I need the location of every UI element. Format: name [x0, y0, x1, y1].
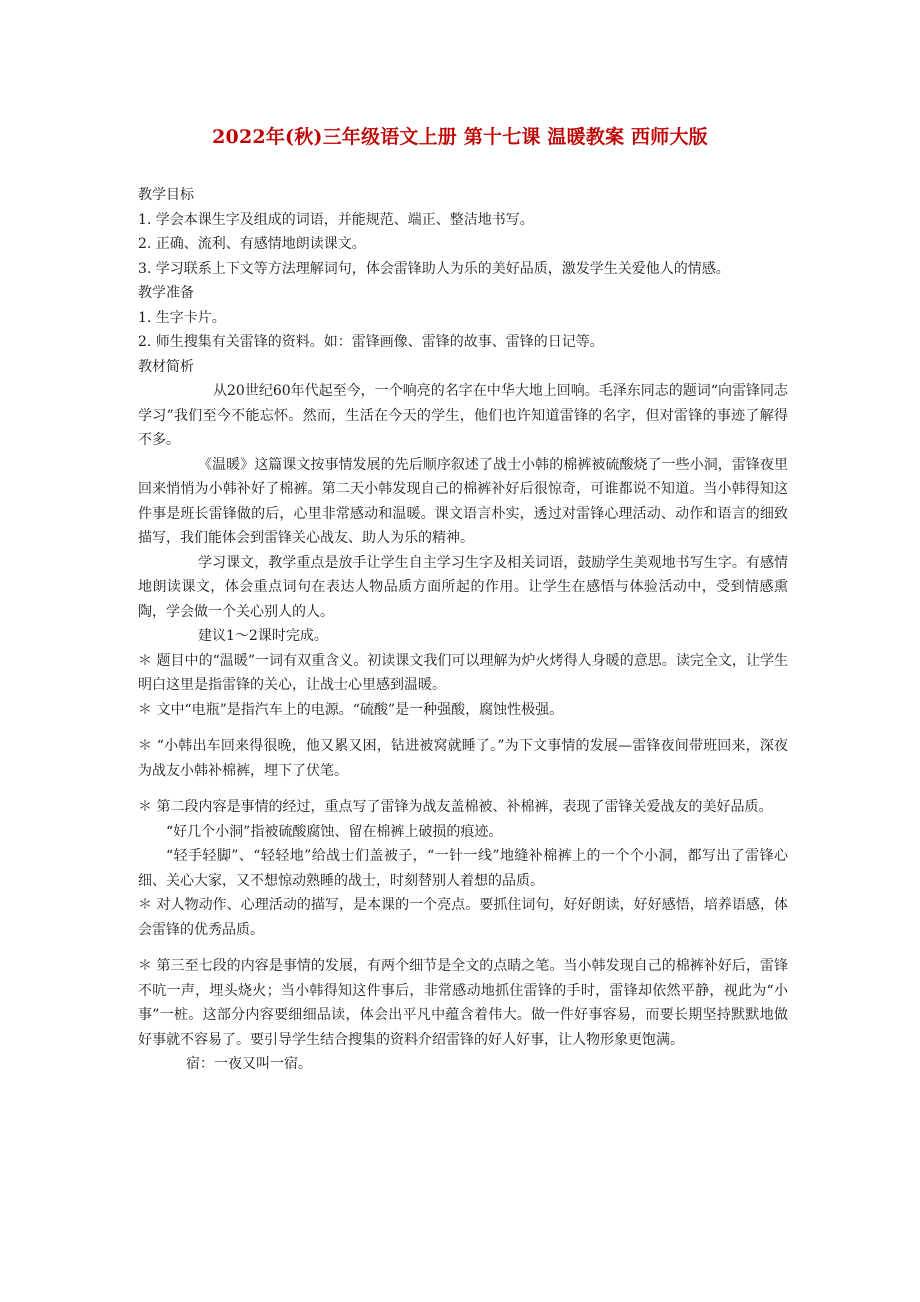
section-heading-objectives: 教学目标	[138, 187, 194, 203]
objective-item: 2. 正确、流利、有感情地朗读课文。	[138, 236, 366, 252]
spacer	[138, 942, 788, 954]
analysis-paragraph: 从20世纪60年代起至今，一个响亮的名字在中华大地上回响。毛泽东同志的题词“向雷锋同志学习”我们至今不能忘怀。然而，生活在今天的学生，他们也许知道雷锋的名字，但对雷锋的事迹了解得不多。	[138, 383, 788, 448]
analysis-paragraph: 学习课文，教学重点是放手让学生自主学习生字及相关词语，鼓励学生美观地书写生字。有感情地朗读课文，体会重点词句在表达人物品质方面所起的作用。让学生在感悟与体验活动中，受到情感熏陶，学会做一个关心别人的人。	[138, 554, 788, 620]
preparation-item: 2. 师生搜集有关雷锋的资料。如：雷锋画像、雷锋的故事、雷锋的日记等。	[138, 334, 604, 350]
note-item: ＊ “小韩出车回来得很晚，他又累又困，钻进被窝就睡了。”为下文事情的发展—雷锋夜间带班回来，深夜为战友小韩补棉裤，埋下了伏笔。	[138, 738, 788, 779]
document-title: 2022年(秋)三年级语文上册 第十七课 温暖教案 西师大版	[212, 126, 708, 148]
spacer	[138, 722, 788, 734]
objective-item: 3. 学习联系上下文等方法理解词句，体会雷锋助人为乐的美好品质，激发学生关爱他人的情感。	[138, 260, 730, 277]
spacer	[138, 783, 788, 795]
note-subitem: “轻手轻脚”、“轻轻地”给战士们盖被子，“一针一线”地缝补棉裤上的一个个小洞，都写出了雷锋心细、关心大家，又不想惊动熟睡的战士，时刻替别人着想的品质。	[138, 848, 788, 889]
note-item: ＊ 第二段内容是事情的经过，重点写了雷锋为战友盖棉被、补棉裤，表现了雷锋关爱战友的美好品质。	[138, 799, 773, 815]
note-item: ＊ 题目中的“温暖”一词有双重含义。初读课文我们可以理解为炉火烤得人身暖的意思。读完全文，让学生明白这里是指雷锋的关心，让战士心里感到温暖。	[138, 652, 788, 693]
preparation-item: 1. 生字卡片。	[138, 309, 226, 326]
note-subitem: 宿：一夜又叫一宿。	[186, 1056, 312, 1072]
objective-item: 1. 学会本课生字及组成的词语，并能规范、端正、整洁地书写。	[138, 211, 534, 228]
document-body	[138, 183, 788, 1077]
note-subitem: “好几个小洞”指被硫酸腐蚀、留在棉裤上破损的痕迹。	[166, 823, 503, 840]
section-heading-analysis: 教材简析	[138, 358, 194, 375]
note-item: ＊ 对人物动作、心理活动的描写，是本课的一个亮点。要抓住词句，好好朗读，好好感悟，培养语感，体会雷锋的优秀品质。	[138, 897, 788, 938]
section-heading-preparation: 教学准备	[138, 285, 194, 301]
analysis-paragraph: 建议1～2课时完成。	[198, 628, 328, 644]
note-item: ＊ 第三至七段的内容是事情的发展，有两个细节是全文的点睛之笔。当小韩发现自己的棉裤补好后，雷锋不吭一声，埋头烧火；当小韩得知这件事后，非常感动地抓住雷锋的手时，雷锋却依然平静，视此为“小事”一桩。这部分内容要细细品读，体会出平凡中蕴含着伟大。做一件好事容易，而要长期坚持默默地做好事就不容易了。要引导学生结合搜集的资料介绍雷锋的好人好事，让人物形象更饱满。	[138, 958, 788, 1048]
note-item: ＊ 文中“电瓶”是指汽车上的电源。“硫酸”是一种强酸，腐蚀性极强。	[138, 701, 564, 718]
analysis-paragraph: 《温暖》这篇课文按事情发展的先后顺序叙述了战士小韩的棉裤被硫酸烧了一些小洞，雷锋夜里回来悄悄为小韩补好了棉裤。第二天小韩发现自己的棉裤补好后很惊奇，可谁都说不知道。当小韩得知这件事是班长雷锋做的后，心里非常感动和温暖。课文语言朴实，透过对雷锋心理活动、动作和语言的细致描写，我们能体会到雷锋关心战友、助人为乐的精神。	[138, 456, 788, 546]
